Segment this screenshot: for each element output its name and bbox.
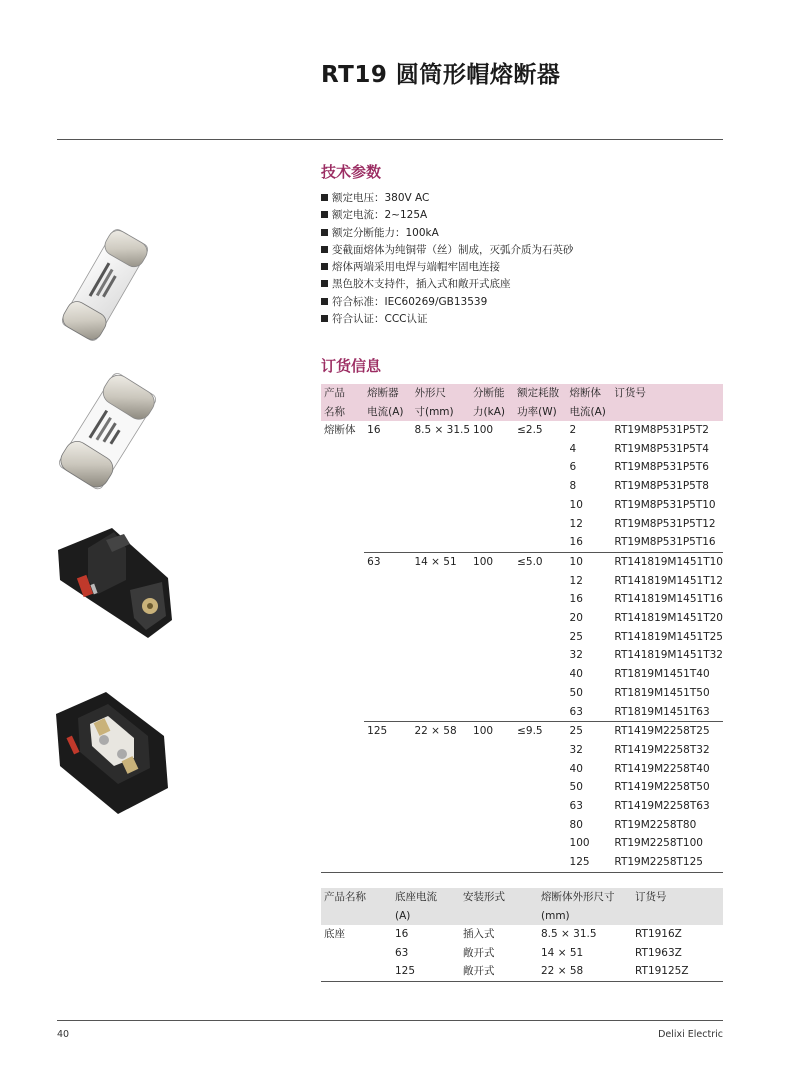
table-cell: 22 × 58 bbox=[411, 722, 470, 741]
table-cell: 25 bbox=[569, 630, 583, 643]
bottom-divider bbox=[57, 1020, 723, 1021]
table-cell bbox=[470, 458, 514, 477]
table-cell: 125 bbox=[392, 962, 460, 981]
table-cell bbox=[411, 816, 470, 835]
table-cell bbox=[411, 477, 470, 496]
table-cell: 16 bbox=[367, 424, 381, 436]
table-cell: 名称 bbox=[321, 403, 364, 422]
table-cell bbox=[470, 572, 514, 591]
table-cell bbox=[514, 665, 566, 684]
table-row bbox=[321, 665, 723, 684]
bullet-icon bbox=[321, 194, 328, 201]
table-cell: 14 × 51 bbox=[411, 552, 470, 571]
table-cell: RT1419M2258T63 bbox=[614, 800, 710, 813]
table-cell: 12 bbox=[569, 517, 583, 530]
table-row bbox=[321, 816, 723, 835]
fuse-small-image bbox=[50, 228, 160, 343]
table-cell bbox=[364, 665, 411, 684]
table-cell bbox=[321, 609, 364, 628]
bullet-icon bbox=[321, 263, 328, 270]
table-row bbox=[321, 403, 723, 422]
table-cell bbox=[411, 797, 470, 816]
table-cell bbox=[514, 533, 566, 552]
table-cell bbox=[321, 440, 364, 459]
table-cell bbox=[411, 778, 470, 797]
table-cell bbox=[411, 440, 470, 459]
table-cell: 熔断器 bbox=[364, 384, 411, 403]
table-cell bbox=[364, 741, 411, 760]
table-cell bbox=[321, 703, 364, 722]
table-cell: RT19M8P531P5T4 bbox=[614, 442, 709, 455]
table-cell: 100 bbox=[473, 424, 494, 436]
table-cell: RT19M8P531P5T16 bbox=[614, 536, 716, 549]
table-cell: RT1419M2258T50 bbox=[614, 781, 710, 794]
table-cell: 14 × 51 bbox=[541, 946, 584, 959]
table-cell: 100 bbox=[470, 722, 514, 741]
table-cell: 订货号 bbox=[611, 384, 723, 403]
table-cell bbox=[321, 741, 364, 760]
table-cell bbox=[364, 646, 411, 665]
table-cell bbox=[514, 496, 566, 515]
spec-item: 额定电流：2~125A bbox=[321, 207, 574, 224]
table-cell bbox=[321, 962, 392, 981]
table-row bbox=[321, 797, 723, 816]
table-cell bbox=[364, 590, 411, 609]
spec-list bbox=[321, 190, 574, 328]
footer-brand: Delixi Electric bbox=[658, 1029, 723, 1040]
table-cell: RT141819M1451T16 bbox=[614, 593, 723, 606]
table-cell bbox=[514, 515, 566, 534]
table-cell: 63 bbox=[569, 800, 583, 813]
table-row bbox=[321, 572, 723, 591]
table-cell: 22 × 58 bbox=[538, 962, 632, 981]
table-cell: 40 bbox=[569, 668, 583, 681]
table-cell: 2 bbox=[569, 424, 577, 436]
table-cell: RT19M8P531P5T12 bbox=[614, 517, 716, 530]
table-cell bbox=[321, 907, 392, 926]
table-row bbox=[321, 925, 723, 944]
table-cell: RT1916Z bbox=[635, 928, 682, 940]
table-cell bbox=[411, 515, 470, 534]
table-cell bbox=[364, 834, 411, 853]
table-cell: RT141819M1451T25 bbox=[614, 630, 723, 643]
table-row bbox=[321, 515, 723, 534]
order-table bbox=[321, 384, 723, 873]
table-cell: 底座电流 bbox=[392, 888, 460, 907]
table-cell: RT1819M1451T50 bbox=[614, 686, 710, 699]
spec-item: 额定电压：380V AC bbox=[321, 190, 574, 207]
table-cell bbox=[470, 816, 514, 835]
table-cell bbox=[321, 778, 364, 797]
table-cell bbox=[411, 572, 470, 591]
table-cell: 6 bbox=[569, 461, 577, 474]
table-cell: 外形尺 bbox=[411, 384, 470, 403]
table-cell bbox=[364, 496, 411, 515]
table-cell: 63 bbox=[569, 705, 583, 718]
table-row bbox=[321, 684, 723, 703]
table-cell bbox=[514, 458, 566, 477]
plug-in-base-image bbox=[50, 520, 175, 640]
table-cell bbox=[321, 552, 364, 571]
table-row bbox=[321, 741, 723, 760]
table-row bbox=[321, 834, 723, 853]
table-cell: RT19M2258T125 bbox=[611, 853, 723, 872]
bullet-icon bbox=[321, 315, 328, 322]
table-cell: 25 bbox=[567, 722, 612, 741]
table-cell bbox=[470, 703, 514, 722]
table-cell bbox=[411, 590, 470, 609]
table-cell: RT141819M1451T32 bbox=[614, 649, 723, 662]
table-cell: (mm) bbox=[538, 907, 632, 926]
bullet-icon bbox=[321, 298, 328, 305]
table-row bbox=[321, 628, 723, 647]
table-row bbox=[321, 760, 723, 779]
table-row bbox=[321, 888, 723, 907]
table-cell: RT19M2258T80 bbox=[614, 818, 697, 831]
table-cell: ≤2.5 bbox=[517, 424, 543, 436]
table-row bbox=[321, 907, 723, 926]
table-cell bbox=[321, 722, 364, 741]
table-cell bbox=[470, 609, 514, 628]
table-row bbox=[321, 384, 723, 403]
fuse-large-image bbox=[52, 372, 162, 492]
table-cell bbox=[514, 477, 566, 496]
table-cell bbox=[514, 628, 566, 647]
table-cell: ≤5.0 bbox=[514, 552, 566, 571]
table-cell: RT141819M1451T20 bbox=[614, 612, 723, 625]
table-row bbox=[321, 853, 723, 872]
table-cell bbox=[514, 646, 566, 665]
table-cell: 50 bbox=[569, 781, 583, 794]
table-cell bbox=[514, 440, 566, 459]
table-cell: 63 bbox=[395, 946, 409, 959]
table-cell bbox=[364, 572, 411, 591]
table-cell bbox=[611, 403, 723, 422]
table-cell bbox=[411, 834, 470, 853]
table-cell: 产品 bbox=[321, 384, 364, 403]
table-cell: RT19M8P531P5T8 bbox=[614, 480, 709, 493]
table-cell bbox=[514, 816, 566, 835]
table-cell: 100 bbox=[470, 552, 514, 571]
table-cell bbox=[364, 533, 411, 552]
spec-heading: 技术参数 bbox=[321, 163, 382, 181]
table-cell bbox=[321, 665, 364, 684]
table-cell bbox=[321, 944, 392, 963]
table-cell: 电流(A) bbox=[567, 403, 612, 422]
table-cell: 额定耗散 bbox=[514, 384, 566, 403]
table-cell: RT141819M1451T10 bbox=[611, 552, 723, 571]
table-cell bbox=[411, 628, 470, 647]
table-row bbox=[321, 962, 723, 981]
table-row bbox=[321, 778, 723, 797]
table-cell: 敞开式 bbox=[463, 946, 495, 959]
table-cell bbox=[364, 760, 411, 779]
table-row bbox=[321, 722, 723, 741]
table-cell: 16 bbox=[395, 928, 409, 940]
table-cell: 8.5 × 31.5 bbox=[414, 424, 471, 436]
table-cell bbox=[321, 834, 364, 853]
page-number: 40 bbox=[57, 1029, 70, 1040]
table-cell: 40 bbox=[569, 762, 583, 775]
bullet-icon bbox=[321, 229, 328, 236]
table-cell: 32 bbox=[569, 743, 583, 756]
table-cell bbox=[411, 665, 470, 684]
table-row bbox=[321, 440, 723, 459]
table-row bbox=[321, 944, 723, 963]
table-cell: 插入式 bbox=[463, 928, 495, 940]
table-cell bbox=[364, 440, 411, 459]
table-cell bbox=[321, 684, 364, 703]
table-cell: RT1819M1451T63 bbox=[614, 705, 710, 718]
table-row bbox=[321, 590, 723, 609]
table-cell bbox=[514, 684, 566, 703]
table-cell bbox=[411, 760, 470, 779]
table-cell bbox=[514, 609, 566, 628]
table-cell bbox=[514, 590, 566, 609]
table-cell: 63 bbox=[364, 552, 411, 571]
table-cell: RT19M8P531P5T6 bbox=[614, 461, 709, 474]
table-cell: 8 bbox=[569, 480, 577, 493]
table-cell bbox=[470, 477, 514, 496]
table-cell: 熔断体 bbox=[324, 424, 356, 436]
table-cell: 20 bbox=[569, 612, 583, 625]
table-cell bbox=[321, 458, 364, 477]
table-cell bbox=[321, 572, 364, 591]
table-cell bbox=[364, 458, 411, 477]
table-row bbox=[321, 458, 723, 477]
table-cell bbox=[321, 590, 364, 609]
table-cell bbox=[470, 628, 514, 647]
table-cell bbox=[460, 907, 538, 926]
table-cell: 125 bbox=[364, 722, 411, 741]
table-cell: RT1963Z bbox=[635, 946, 682, 959]
table-cell bbox=[364, 703, 411, 722]
table-cell bbox=[411, 741, 470, 760]
table-cell: 12 bbox=[569, 574, 583, 587]
table-cell bbox=[514, 572, 566, 591]
table-cell bbox=[632, 907, 723, 926]
table-cell bbox=[364, 628, 411, 647]
table-cell: 力(kA) bbox=[470, 403, 514, 422]
table-cell bbox=[411, 684, 470, 703]
order-heading: 订货信息 bbox=[321, 357, 382, 375]
table-cell: RT1419M2258T32 bbox=[614, 743, 710, 756]
table-cell: 50 bbox=[569, 686, 583, 699]
bullet-icon bbox=[321, 246, 328, 253]
table-cell bbox=[514, 760, 566, 779]
table-cell bbox=[321, 760, 364, 779]
table-cell bbox=[321, 797, 364, 816]
top-divider bbox=[57, 139, 723, 140]
table-row bbox=[321, 609, 723, 628]
table-cell bbox=[321, 496, 364, 515]
table-row bbox=[321, 477, 723, 496]
table-cell bbox=[411, 646, 470, 665]
table-cell bbox=[321, 628, 364, 647]
table-cell bbox=[321, 816, 364, 835]
table-row bbox=[321, 646, 723, 665]
table-cell bbox=[321, 646, 364, 665]
table-cell: 4 bbox=[569, 442, 577, 455]
table-cell bbox=[470, 440, 514, 459]
table-cell bbox=[411, 609, 470, 628]
table-cell bbox=[514, 741, 566, 760]
table-cell: 订货号 bbox=[632, 888, 723, 907]
table-cell bbox=[514, 797, 566, 816]
table-cell: 功率(W) bbox=[514, 403, 566, 422]
table-cell bbox=[364, 477, 411, 496]
table-cell bbox=[411, 533, 470, 552]
table-cell bbox=[470, 665, 514, 684]
table-cell bbox=[321, 533, 364, 552]
table-cell bbox=[411, 496, 470, 515]
table-row bbox=[321, 533, 723, 552]
table-cell: RT19M8P531P5T2 bbox=[614, 424, 709, 436]
table-cell: RT19M2258T100 bbox=[614, 837, 703, 850]
table-row bbox=[321, 496, 723, 515]
table-cell: 底座 bbox=[324, 928, 345, 940]
table-cell: 安装形式 bbox=[460, 888, 538, 907]
table-cell: RT19125Z bbox=[632, 962, 723, 981]
table-row bbox=[321, 552, 723, 571]
table-cell bbox=[364, 515, 411, 534]
table-row bbox=[321, 421, 723, 440]
page-title: RT19 圆筒形帽熔断器 bbox=[321, 62, 561, 88]
table-cell bbox=[470, 496, 514, 515]
table-cell: ≤9.5 bbox=[514, 722, 566, 741]
table-cell bbox=[470, 646, 514, 665]
table-cell bbox=[411, 703, 470, 722]
table-cell: 125 bbox=[567, 853, 612, 872]
table-cell: RT1419M2258T40 bbox=[614, 762, 710, 775]
table-cell: 16 bbox=[569, 536, 583, 549]
table-row bbox=[321, 703, 723, 722]
spec-item: 变截面熔体为纯铜带（丝）制成，灭弧介质为石英砂 bbox=[321, 242, 574, 259]
bullet-icon bbox=[321, 280, 328, 287]
spec-item: 符合标准：IEC60269/GB13539 bbox=[321, 294, 574, 311]
table-cell: 产品名称 bbox=[321, 888, 392, 907]
table-cell bbox=[514, 834, 566, 853]
table-cell bbox=[470, 684, 514, 703]
bullet-icon bbox=[321, 211, 328, 218]
table-cell bbox=[364, 853, 411, 872]
table-cell: RT141819M1451T12 bbox=[614, 574, 723, 587]
table-cell: 敞开式 bbox=[460, 962, 538, 981]
spec-item: 熔体两端采用电焊与端帽牢固电连接 bbox=[321, 259, 574, 276]
table-cell bbox=[364, 609, 411, 628]
table-cell bbox=[321, 477, 364, 496]
table-cell: 16 bbox=[569, 593, 583, 606]
table-cell: 熔断体外形尺寸 bbox=[538, 888, 632, 907]
open-base-image bbox=[52, 688, 172, 816]
table-cell bbox=[470, 590, 514, 609]
table-cell: 电流(A) bbox=[364, 403, 411, 422]
table-cell: 32 bbox=[569, 649, 583, 662]
table-cell bbox=[470, 533, 514, 552]
table-cell: RT19M8P531P5T10 bbox=[614, 498, 716, 511]
table-cell bbox=[514, 778, 566, 797]
table-cell bbox=[411, 853, 470, 872]
table-cell bbox=[364, 797, 411, 816]
spec-item: 额定分断能力：100kA bbox=[321, 225, 574, 242]
table-cell bbox=[364, 816, 411, 835]
table-cell: 80 bbox=[569, 818, 583, 831]
table-cell bbox=[470, 778, 514, 797]
table-cell: 10 bbox=[567, 552, 612, 571]
table-cell bbox=[470, 797, 514, 816]
table-cell: RT1419M2258T25 bbox=[611, 722, 723, 741]
spec-item: 符合认证：CCC认证 bbox=[321, 311, 574, 328]
table-cell: 寸(mm) bbox=[411, 403, 470, 422]
table-cell bbox=[470, 853, 514, 872]
base-table bbox=[321, 888, 723, 982]
table-cell bbox=[321, 853, 364, 872]
table-cell bbox=[470, 760, 514, 779]
table-cell: 10 bbox=[569, 498, 583, 511]
table-cell bbox=[321, 515, 364, 534]
table-cell bbox=[514, 703, 566, 722]
table-cell bbox=[364, 778, 411, 797]
table-cell bbox=[364, 684, 411, 703]
table-cell bbox=[470, 834, 514, 853]
table-cell bbox=[470, 741, 514, 760]
table-cell bbox=[411, 458, 470, 477]
table-cell: (A) bbox=[392, 907, 460, 926]
spec-item: 黑色胶木支持件，插入式和敞开式底座 bbox=[321, 276, 574, 293]
table-cell bbox=[470, 515, 514, 534]
table-cell: RT1819M1451T40 bbox=[614, 668, 710, 681]
table-cell: 8.5 × 31.5 bbox=[541, 928, 597, 940]
table-cell: 分断能 bbox=[470, 384, 514, 403]
table-cell bbox=[514, 853, 566, 872]
table-cell: 100 bbox=[569, 837, 590, 850]
table-cell: 熔断体 bbox=[567, 384, 612, 403]
